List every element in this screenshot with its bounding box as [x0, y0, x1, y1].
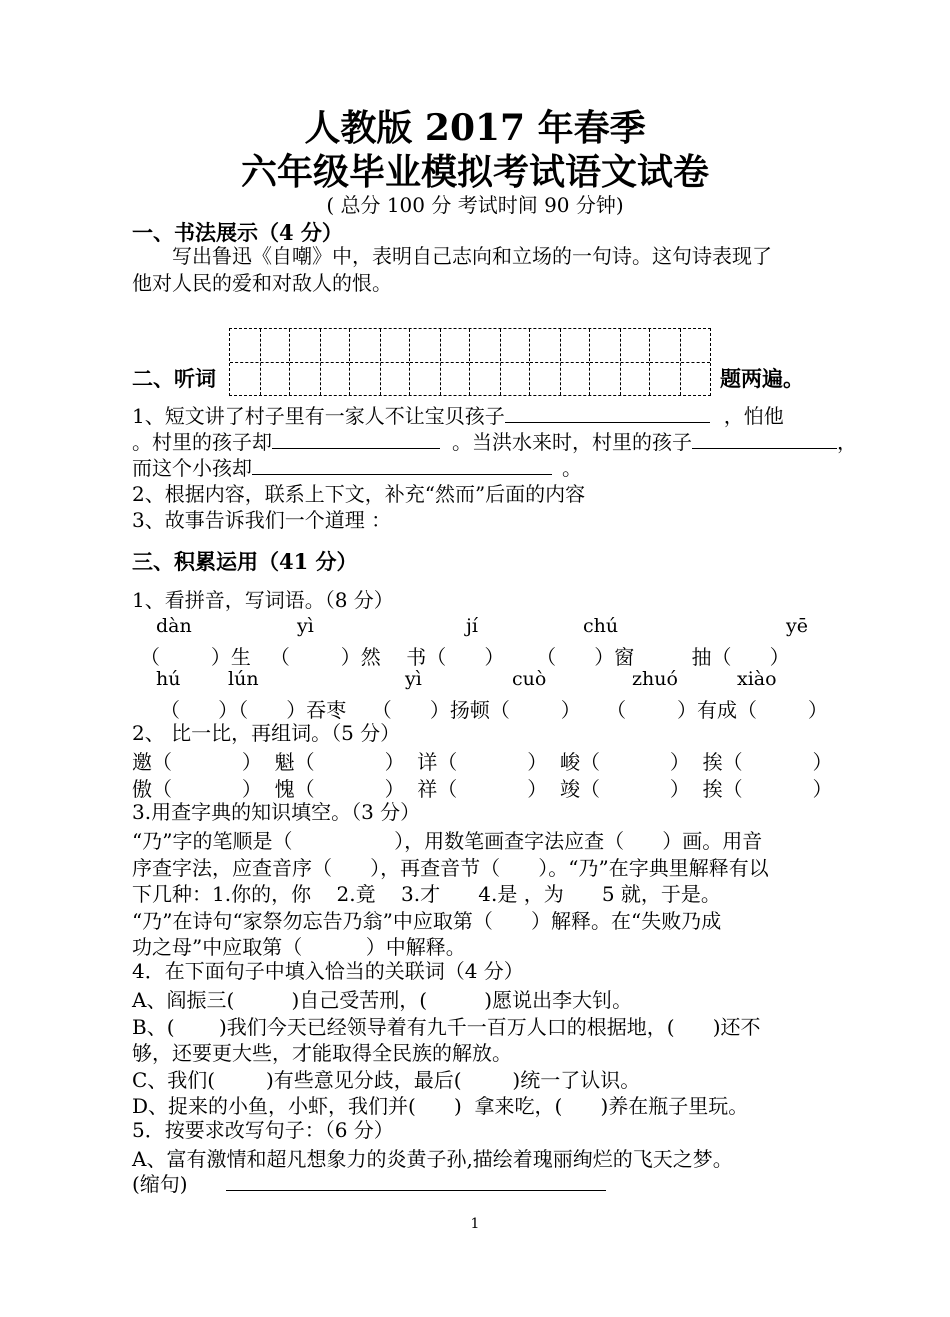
s3-q3-line5[interactable]: 功之母”中应取第（ ）中解释。	[132, 935, 466, 959]
title-line2: 六年级毕业模拟考试语文试卷	[240, 151, 709, 193]
pinyin: xiào	[737, 668, 777, 690]
s2-q1-text-f: 而这个小孩却	[132, 456, 252, 480]
pinyin: yē	[786, 615, 808, 637]
s3-q1-title: 1、看拼音，写词语。（8 分）	[132, 588, 394, 612]
s3-q4-b-line2: 够，还要更大些，才能取得全民族的解放。	[132, 1041, 512, 1065]
s3-q3-line2[interactable]: 序查字法，应查音序（ ），再查音节（ ）。“乃”在字典里解释有以	[132, 856, 769, 880]
grid-cell[interactable]	[650, 329, 710, 395]
s3-q4-c[interactable]: C、我们( )有些意见分歧，最后( )统一了认识。	[132, 1068, 641, 1092]
s3-q3-title: 3.用查字典的知识填空。（3 分）	[132, 800, 421, 824]
section1-heading: 一、书法展示（4 分）	[132, 220, 343, 245]
s2-q1-text-g: 。	[562, 456, 582, 480]
pinyin: jí	[466, 615, 478, 637]
s3-q5-title: 5．按要求改写句子：（6 分）	[132, 1118, 394, 1142]
pinyin: lún	[228, 668, 259, 690]
pinyin: yì	[297, 615, 314, 637]
s2-q1-text-e: ，	[837, 430, 857, 454]
section1-text-line1: 写出鲁迅《自嘲》中，表明自己志向和立场的一句诗。这句诗表现了	[172, 244, 772, 268]
section3-heading: 三、积累运用（41 分）	[132, 549, 358, 574]
s3-q5-a-note-text: (缩句)	[132, 1172, 188, 1196]
s3-q4-a[interactable]: A、阎振三( )自己受苦刑，( )愿说出李大钊。	[132, 988, 633, 1012]
pinyin: cuò	[512, 668, 547, 690]
section1-text-line2: 他对人民的爱和对敌人的恨。	[132, 271, 392, 295]
pinyin: dàn	[156, 615, 192, 637]
s3-q2-row1[interactable]: 邀（ ） 魁（ ） 详（ ） 峻（ ） 挨（ ）	[132, 750, 833, 774]
s3-q4-b-line1[interactable]: B、( )我们今天已经领导着有九千一百万人口的根据地，( )还不	[132, 1015, 761, 1039]
s2-q1-text-d: 。当洪水来时，村里的孩子	[452, 430, 692, 454]
pinyin: zhuó	[632, 668, 678, 690]
answer-blank[interactable]	[692, 428, 837, 449]
grid-cell[interactable]	[470, 329, 530, 395]
grid-cell[interactable]	[530, 329, 590, 395]
grid-cell[interactable]	[290, 329, 350, 395]
grid-cell[interactable]	[590, 329, 650, 395]
grid-cell[interactable]	[410, 329, 470, 395]
s3-q2-row2[interactable]: 傲（ ） 愧（ ） 祥（ ） 竣（ ） 挨（ ）	[132, 777, 833, 801]
pinyin: hú	[156, 668, 181, 690]
s2-q2: 2、根据内容，联系上下文，补充“然而”后面的内容	[132, 482, 586, 506]
s3-q4-title: 4．在下面句子中填入恰当的关联词（4 分）	[132, 959, 524, 983]
answer-blank[interactable]	[252, 454, 552, 475]
answer-blank[interactable]	[272, 428, 440, 449]
page-number: 1	[470, 1216, 480, 1232]
s3-q1-words-row1[interactable]: （ ）生 （ ）然 书（ ） （ ）窗 抽（ ）	[140, 645, 790, 669]
s2-q1-line1	[132, 402, 784, 429]
s3-q5-a: A、富有激情和超凡想象力的炎黄子孙,描绘着瑰丽绚烂的飞天之梦。	[132, 1147, 733, 1171]
s3-q5-a-note	[132, 1170, 606, 1197]
exam-info: ( 总分 100 分 考试时间 90 分钟)	[326, 193, 624, 217]
s2-q1-line2	[132, 428, 857, 455]
s3-q4-d[interactable]: D、捉来的小鱼，小虾，我们并( ) 拿来吃，( )养在瓶子里玩。	[132, 1094, 749, 1118]
grid-cell[interactable]	[350, 329, 410, 395]
pinyin: chú	[583, 615, 619, 637]
calligraphy-grid[interactable]	[229, 328, 711, 396]
grid-cell[interactable]	[230, 329, 290, 395]
s3-q3-line3: 下几种：1.你的，你 2.竟 3.才 4.是 ，为 5 就，于是。	[132, 882, 721, 906]
s2-q3: 3、故事告诉我们一个道理 ：	[132, 508, 392, 532]
title-line1: 人教版 2017 年春季	[304, 107, 646, 149]
s2-q1-line3	[132, 454, 582, 481]
s3-q3-line4[interactable]: “乃”在诗句“家祭勿忘告乃翁”中应取第（ ）解释。在“失败乃成	[132, 909, 722, 933]
pinyin: yì	[405, 668, 422, 690]
s2-q1-text-b: ，怕他	[723, 404, 784, 428]
s3-q3-line1[interactable]: “乃”字的笔顺是（ ），用数笔画查字法应查（ ）画。用音	[132, 829, 763, 853]
s2-q1-text-a: 1、短文讲了村子里有一家人不让宝贝孩子	[132, 404, 505, 428]
section2-heading-right: 题两遍。	[720, 366, 804, 391]
s3-q1-words-row2[interactable]: （ ）（ ）吞枣 （ ）扬顿（ ） （ ）有成（ ）	[160, 698, 828, 722]
s2-q1-text-c: 。村里的孩子却	[132, 430, 272, 454]
section2-heading-left: 二、听词	[132, 366, 216, 391]
answer-blank[interactable]	[226, 1170, 606, 1191]
s3-q2-title: 2、 比一比，再组词。（5 分）	[132, 721, 401, 745]
answer-blank[interactable]	[505, 402, 710, 423]
